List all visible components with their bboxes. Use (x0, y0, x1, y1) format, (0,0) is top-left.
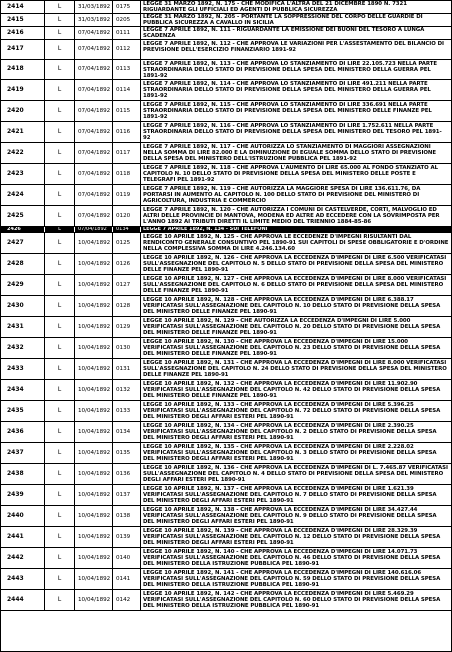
record-description: LEGGE 10 APRILE 1892, N. 140 - CHE APPROVA LA ECCEDENZA D'IMPEGNI DI LIRE 14.071.73 VERIFICATASI SULL'ASSEGNAZIONE DEL CAPITOLO N. 46 DELLO STATO DI PREVISIONE DELLA SPESA DEL MINISTERO DELLA ISTRUZIONE PUBBLICA PEL 1890-91 (143, 549, 441, 568)
record-description: LEGGE 10 APRILE 1892, N. 139 - CHE APPROVA LA ECCEDENZA D'IMPEGNI DI LIRE 28.329.39 VERIFICATASI SULL'ASSEGNAZIONE DEL CAPITOLO N. 12 DELLO STATO DI PREVISIONE DELLA SPESA DEL MINISTERO DEGLI AFFARI ESTERI PEL 1890-91 (143, 528, 441, 547)
record-date: 07/04/1892 (75, 27, 113, 39)
record-description: LEGGE 10 APRILE 1892, N. 127 - CHE APPROVA LA ECCEDENZA D'IMPEGNI DI LIRE 8.000 VERIFICATASI SULL'ASSEGNAZIONE DEL CAPITOLO N. 6 DELLO STATO DI PREVISIONE DELLA SPESA DEL MINISTERO DELLE FINANZE PEL 1890-91 (143, 276, 447, 295)
record-date: 10/04/1892 (75, 233, 113, 253)
record-date: 07/04/1892 (75, 206, 113, 226)
record-type: L (45, 359, 75, 379)
record-number: 2415 (1, 14, 45, 26)
table-row (1, 164, 451, 185)
record-number: 2429 (1, 275, 45, 295)
table-row (1, 27, 451, 40)
table-row (1, 527, 451, 548)
record-type: L (45, 422, 75, 442)
record-type: L (45, 443, 75, 463)
record-description: LEGGE 10 APRILE 1892, N. 141 - CHE APPROVA LA ECCEDENZA D'IMPEGNI DI LIRE 140.616.06 VERIFICATASI SULL'ASSEGNAZIONE DEL CAPITOLO N. 59 DELLO STATO DI PREVISIONE DELLA SPESA DEL MINISTERO DELLA ISTRUZIONE PUBBLICA PEL 1890-91 (143, 570, 441, 589)
record-description: LEGGE 10 APRILE 1892, N. 130 - CHE APPROVA LA ECCEDENZA D'IMPEGNI DI LIRE 15.000 VERIFICATASI SULL'ASSEGNAZIONE DEL CAPITOLO N. 23 DELLO STATO DI PREVISIONE DELLA SPESA DEL MINISTERO DELLE FINANZE PEL 1890-91 (143, 339, 441, 358)
record-type: L (45, 527, 75, 547)
record-date: 10/04/1892 (75, 590, 113, 610)
record-description: LEGGE 7 APRILE 1892, N. 113 - CHE APPROVA LO STANZIAMENTO DI LIRE 22.105.723 NELLA PARTE STRAORDINARIA DELLO STATO DI PREVISIONE DELLA SPESA DEL MINISTERO DELLA GUERRA PEL 1891-92 (143, 61, 437, 79)
record-code: 0117 (113, 143, 141, 163)
record-number: 2423 (1, 164, 45, 184)
record-type: L (45, 143, 75, 163)
record-date: 07/04/1892 (75, 227, 113, 232)
record-code: 0120 (113, 206, 141, 226)
record-number: 2431 (1, 317, 45, 337)
record-type: L (45, 401, 75, 421)
record-type: L (45, 101, 75, 121)
record-type: L (45, 506, 75, 526)
record-type: L (45, 254, 75, 274)
record-number: 2443 (1, 569, 45, 589)
record-number: 2436 (1, 422, 45, 442)
record-date: 10/04/1892 (75, 380, 113, 400)
record-description: LEGGE 7 APRILE 1892, N. 115 - CHE APPROVA LO STANZIAMENTO DI LIRE 336.691 NELLA PARTE STRAORDINARIA DELLO STATO DI PREVISIONE DELLA SPESA DEL MINISTERO DELLE FINANZE PEL 1891-92 (143, 102, 432, 121)
record-description: LEGGE 10 APRILE 1892, N. 134 - CHE APPROVA LA ECCEDENZA D'IMPEGNI DI LIRE 2.390.25 VERIFICATASI SULL'ASSEGNAZIONE DEL CAPITOLO N. 2 DELLO STATO DI PREVISIONE DELLA SPESA DEL MINISTERO DEGLI AFFARI ESTERI PEL 1890-91 (143, 423, 437, 442)
table-row (1, 14, 451, 27)
table-row (1, 548, 451, 569)
record-code: 0130 (113, 338, 141, 358)
record-date: 07/04/1892 (75, 80, 113, 100)
record-date: 31/03/1892 (75, 1, 113, 13)
table-row (1, 80, 451, 101)
record-code: 0112 (113, 40, 141, 59)
record-number: 2439 (1, 485, 45, 505)
record-number: 2432 (1, 338, 45, 358)
record-number: 2442 (1, 548, 45, 568)
record-type: L (45, 14, 75, 26)
record-type: L (45, 27, 75, 39)
table-row (1, 359, 451, 380)
record-code: 0135 (113, 443, 141, 463)
record-type: L (45, 380, 75, 400)
record-number: 2428 (1, 254, 45, 274)
record-code: 0136 (113, 464, 141, 484)
record-code: 0114 (113, 80, 141, 100)
record-number: 2441 (1, 527, 45, 547)
table-row (1, 143, 451, 164)
record-code: 0131 (113, 359, 141, 379)
record-date: 10/04/1892 (75, 506, 113, 526)
record-description: LEGGE 7 APRILE 1892, N. 114 - CHE APPROVA LO STANZIAMENTO DI LIRE 491.211 NELLA PARTE STRAORDINARIA DELLO STATO DI PREVISIONE DELLA SPESA DEL MINISTERO DELLA GUERRA PEL 1891-92 (143, 81, 431, 100)
table-row (1, 464, 451, 485)
record-type: L (45, 122, 75, 142)
record-number: 2444 (1, 590, 45, 610)
record-description: LEGGE 10 APRILE 1892, N. 131 - CHE APPROVA LA ECCEDENZA D'IMPEGNI DI LIRE 8.000 VERIFICATASI SULL'ASSEGNAZIONE DEL CAPITOLO N. 24 DELLO STATO DI PREVISIONE DELLA SPESA DEL MINISTERO DELLE FINANZE PEL 1890-91 (143, 360, 447, 379)
record-code: 0125 (113, 233, 141, 253)
record-number: 2434 (1, 380, 45, 400)
record-type: L (45, 206, 75, 226)
record-date: 07/04/1892 (75, 101, 113, 121)
record-type: L (45, 60, 75, 79)
record-code: 0137 (113, 485, 141, 505)
record-date: 07/04/1892 (75, 122, 113, 142)
record-code: 0126 (113, 254, 141, 274)
record-number: 2422 (1, 143, 45, 163)
table-row (1, 569, 451, 590)
record-description: LEGGE 31 MARZO 1892, N. 205 - PORTANTE LA SOPPRESSIONE DEL CORPO DELLE GUARDIE DI PUBBLICA SICUREZZA A CAVALLO IN SICILIA (143, 14, 423, 26)
record-number: 2424 (1, 185, 45, 205)
record-description: LEGGE 10 APRILE 1892, N. 132 - CHE APPROVA LA ECCEDENZA D'IMPEGNI DI LIRE 11.902.90 VERIFICATASI SULL'ASSEGNAZIONE DEL CAPITOLO N. 42 DELLO STATO DI PREVISIONE DELLA SPESA DEL MINISTERO DELLE FINANZE PEL 1890-91 (143, 381, 441, 400)
table-row (1, 275, 451, 296)
record-code: 0111 (113, 27, 141, 39)
record-type: L (45, 227, 75, 232)
record-number: 2438 (1, 464, 45, 484)
record-type: L (45, 164, 75, 184)
table-row (1, 233, 451, 254)
record-date: 10/04/1892 (75, 485, 113, 505)
table-row (1, 380, 451, 401)
record-code: 0129 (113, 317, 141, 337)
record-description: LEGGE 10 APRILE 1892, N. 138 - CHE APPROVA LA ECCEDENZA D'IMPEGNI DI LIRE 34.427.44 VERIFICATASI SULL'ASSEGNAZIONE DEL CAPITOLO N. 9 DELLO STATO DI PREVISIONE DELLA SPESA DEL MINISTERO DEGLI AFFARI ESTERI PEL 1890-91 (143, 507, 437, 526)
table-row (1, 338, 451, 359)
record-date: 10/04/1892 (75, 548, 113, 568)
record-code: 0134 (113, 227, 141, 232)
record-number: 2433 (1, 359, 45, 379)
table-row (1, 401, 451, 422)
table-row (1, 185, 451, 206)
record-date: 07/04/1892 (75, 185, 113, 205)
record-date: 31/03/1892 (75, 14, 113, 26)
record-code: 0133 (113, 401, 141, 421)
record-number: 2437 (1, 443, 45, 463)
record-type: L (45, 569, 75, 589)
record-description: LEGGE 10 APRILE 1892, N. 137 - CHE APPROVA LA ECCEDENZA D'IMPEGNI DI LIRE 1.621.39 VERIFICATASI SULL'ASSEGNAZIONE DEL CAPITOLO N. 7 DELLO STATO DI PREVISIONE DELLA SPESA DEL MINISTERO DEGLI AFFARI ESTERI PEL 1890-91 (143, 486, 437, 505)
record-description: LEGGE 7 APRILE 1892, N. 111 - RIGUARDANTE LA EMISSIONE DEI BUONI DEL TESORO A LUNGA SCADENZA (143, 27, 425, 39)
record-code: 0132 (113, 380, 141, 400)
table-row (1, 101, 451, 122)
record-date: 07/04/1892 (75, 164, 113, 184)
record-type: L (45, 80, 75, 100)
table-row (1, 422, 451, 443)
record-description: LEGGE 10 APRILE 1892, N. 142 - CHE APPROVA LA ECCEDENZA D'IMPEGNI DI LIRE 5.469.29 VERIFICATASI SULL'ASSEGNAZIONE DEL CAPITOLO N. 60 DELLO STATO DI PREVISIONE DELLA SPESA DEL MINISTERO DELLA ISTRUZIONE PUBBLICA PEL 1890-91 (143, 591, 441, 610)
record-number: 2420 (1, 101, 45, 121)
record-number: 2414 (1, 1, 45, 13)
record-description: LEGGE 7 APRILE 1892, N. 117 - CHE AUTORIZZA LO STANZIAMENTO DI MAGGIORI ASSEGNAZIONI NELLA SOMMA DI LIRE 82.000 E LA DIMINUZIONE DI EGUALE SOMMA DELLO STATO DI PREVISIONE DELLA SPESA DEL MINISTERO DELL'ISTRUZIONE PUBBLICA PEL 1891-92 (143, 144, 437, 163)
record-number: 2426 (1, 227, 45, 232)
record-type: L (45, 548, 75, 568)
record-type: L (45, 275, 75, 295)
record-code: 0134 (113, 422, 141, 442)
record-date: 07/04/1892 (75, 143, 113, 163)
record-date: 10/04/1892 (75, 296, 113, 316)
record-code: 0113 (113, 60, 141, 79)
record-code: 0128 (113, 296, 141, 316)
record-code: 0142 (113, 590, 141, 610)
record-description: LEGGE 7 APRILE 1892, N. 120 - CHE AUTORIZZA I COMUNI DI CASTELVERDE, CORTI, MALVOGLIO ED ALTRI DELLE PROVINCIE DI MANTOVA, MODENA ED ALTRE AD ECCEDERE CON LA SOVRIMPOSTA PER L'ANNO 1892 AI TRIBUTI DIRETTI IL LIMITE MEDIO DEL TRIENNIO 1884-85-86 (143, 207, 440, 226)
record-description: LEGGE 7 APRILE 1892, N. 134 - SUI TELEFONI (143, 227, 268, 232)
record-description: LEGGE 10 APRILE 1892, N. 128 - CHE APPROVA LA ECCEDENZA D'IMPEGNI DI LIRE 6.388.17 VERIFICATASI SULL'ASSEGNAZIONE DEL CAPITOLO N. 10 DELLO STATO DI PREVISIONE DELLA SPESA DEL MINISTERO DELLE FINANZE PEL 1890-91 (143, 297, 441, 316)
record-date: 10/04/1892 (75, 254, 113, 274)
record-type: L (45, 40, 75, 59)
record-number: 2427 (1, 233, 45, 253)
record-code: 0119 (113, 185, 141, 205)
record-code: 0138 (113, 506, 141, 526)
record-number: 2421 (1, 122, 45, 142)
table-row (1, 443, 451, 464)
record-date: 07/04/1892 (75, 40, 113, 59)
record-type: L (45, 485, 75, 505)
record-description: LEGGE 10 APRILE 1892, N. 136 - CHE APPROVA LA ECCEDENZA D'IMPEGNI DI L. 7.465.87 VERIFICATASI SULL'ASSEGNAZIONE DEL CAPITOLO N. 4 DELLO STATO DI PREVISIONE DELLA SPESA DEL MINISTERO DEGLI AFFARI ESTERI PEL 1890-91 (143, 465, 448, 484)
record-number: 2435 (1, 401, 45, 421)
record-description: LEGGE 7 APRILE 1892, N. 119 - CHE AUTORIZZA LA MAGGIORE SPESA DI LIRE 136.611.76, DA PORTARSI IN AUMENTO AL CAPITOLO N. 100 DELLO STATO DI PREVISIONE DEL MINISTERO DI AGRICOLTURA, INDUSTRIA E COMMERCIO (143, 186, 421, 205)
record-date: 07/04/1892 (75, 60, 113, 79)
record-date: 10/04/1892 (75, 527, 113, 547)
record-code: 0205 (113, 14, 141, 26)
table-row (1, 506, 451, 527)
record-date: 10/04/1892 (75, 464, 113, 484)
record-code: 0139 (113, 527, 141, 547)
record-date: 10/04/1892 (75, 338, 113, 358)
record-type: L (45, 590, 75, 610)
table-row (1, 590, 451, 611)
record-code: 0127 (113, 275, 141, 295)
record-number: 2440 (1, 506, 45, 526)
record-description: LEGGE 7 APRILE 1892, N. 112 - CHE APPROVA LE VARIAZIONI PER L'ASSESTAMENTO DEL BILANCIO DI PREVISIONE DELL'ESERCIZIO FINANZIARIO 1891-92 (143, 41, 445, 54)
table-row (1, 206, 451, 227)
record-description: LEGGE 31 MARZO 1892, N. 175 - CHE MODIFICA L'ALTRA DEL 21 DICEMBRE 1890 N. 7321 RIGUARDANTE GLI UFFICIALI ED AGENTI DI PUBBLICA SICUREZZA (143, 1, 407, 13)
record-date: 10/04/1892 (75, 359, 113, 379)
record-code: 0175 (113, 1, 141, 13)
record-date: 10/04/1892 (75, 401, 113, 421)
record-description: LEGGE 10 APRILE 1892, N. 135 - CHE APPROVA LA ECCEDENZA D'IMPEGNI DI LIRE 2.228.02 VERIFICATASI SULL'ASSEGNAZIONE DEL CAPITOLO N. 3 DELLO STATO DI PREVISIONE DELLA SPESA DEL MINISTERO DEGLI AFFARI ESTERI PEL 1890-91 (143, 444, 437, 463)
record-description: LEGGE 10 APRILE 1892, N. 129 - CHE AUTORIZZA LA ECCEDENZA D'IMPEGNI DI LIRE 5.000 VERIFICATASI SULL'ASSEGNAZIONE DEL CAPITOLO N. 20 DELLO STATO DI PREVISIONE DELLA SPESA DEL MINISTERO DELLE FINANZE PEL 1890-91 (143, 318, 441, 337)
record-number: 2419 (1, 80, 45, 100)
record-number: 2416 (1, 27, 45, 39)
record-description: LEGGE 7 APRILE 1892, N. 118 - CHE APPROVA L'AUMENTO DI LIRE 65.000 AL FONDO STANZIATO AL CAPITOLO N. 10 DELLO STATO DI PREVISIONE DELLA SPESA DEL MINISTERO DELLE POSTE E TELEGRAFI PEL 1891-92 (143, 165, 438, 184)
table-row (1, 296, 451, 317)
record-date: 10/04/1892 (75, 422, 113, 442)
record-number: 2425 (1, 206, 45, 226)
record-date: 10/04/1892 (75, 443, 113, 463)
record-date: 10/04/1892 (75, 317, 113, 337)
record-number: 2430 (1, 296, 45, 316)
record-date: 10/04/1892 (75, 569, 113, 589)
record-type: L (45, 464, 75, 484)
table-row (1, 317, 451, 338)
record-description: LEGGE 10 APRILE 1892, N. 125 - CHE APPROVA LE ECCEDENZE D'IMPEGNI RISULTANTI DAL RENDICONTO GENERALE CONSUNTIVO PEL 1890-91 SUI CAPITOLI DI SPESE OBBLIGATORIE E D'ORDINE NELLA COMPLESSIVA SOMMA DI LIRE 4.246.134.60 (143, 234, 449, 253)
record-code: 0115 (113, 101, 141, 121)
record-type: L (45, 296, 75, 316)
record-type: L (45, 1, 75, 13)
table-row (1, 122, 451, 143)
record-number: 2417 (1, 40, 45, 59)
record-code: 0140 (113, 548, 141, 568)
record-type: L (45, 338, 75, 358)
record-type: L (45, 185, 75, 205)
record-code: 0116 (113, 122, 141, 142)
record-type: L (45, 317, 75, 337)
record-code: 0141 (113, 569, 141, 589)
record-description: LEGGE 10 APRILE 1892, N. 126 - CHE APPROVA LA ECCEDENZA D'IMPEGNI DI LIRE 6.500 VERIFICATASI SULL'ASSEGNAZIONE DEL CAPITOLO N. 5 DELLO STATO DI PREVISIONE DELLA SPESA DEL MINISTERO DELLE FINANZE PEL 1890-91 (143, 255, 447, 274)
table-row (1, 1, 451, 14)
table-row (1, 60, 451, 80)
record-code: 0118 (113, 164, 141, 184)
record-type: L (45, 233, 75, 253)
record-description: LEGGE 7 APRILE 1892, N. 116 - CHE APPROVA LO STANZIAMENTO DI LIRE 1.752.611 NELLA PARTE STRAORDINARIA DELLO STATO DI PREVISIONE DELLA SPESA DEL MINISTERO DEL TESORO PEL 1891-92 (143, 123, 442, 142)
table-row (1, 254, 451, 275)
record-number: 2418 (1, 60, 45, 79)
table-row (1, 485, 451, 506)
table-row (1, 40, 451, 60)
record-description: LEGGE 10 APRILE 1892, N. 133 - CHE APPROVA LA ECCEDENZA D'IMPEGNI DI LIRE 5.396.25 VERIFICATASI SULL'ASSEGNAZIONE DEL CAPITOLO N. 72 DELLO STATO DI PREVISIONE DELLA SPESA DEL MINISTERO DEGLI AFFARI ESTERI PEL 1890-91 (143, 402, 441, 421)
record-date: 10/04/1892 (75, 275, 113, 295)
